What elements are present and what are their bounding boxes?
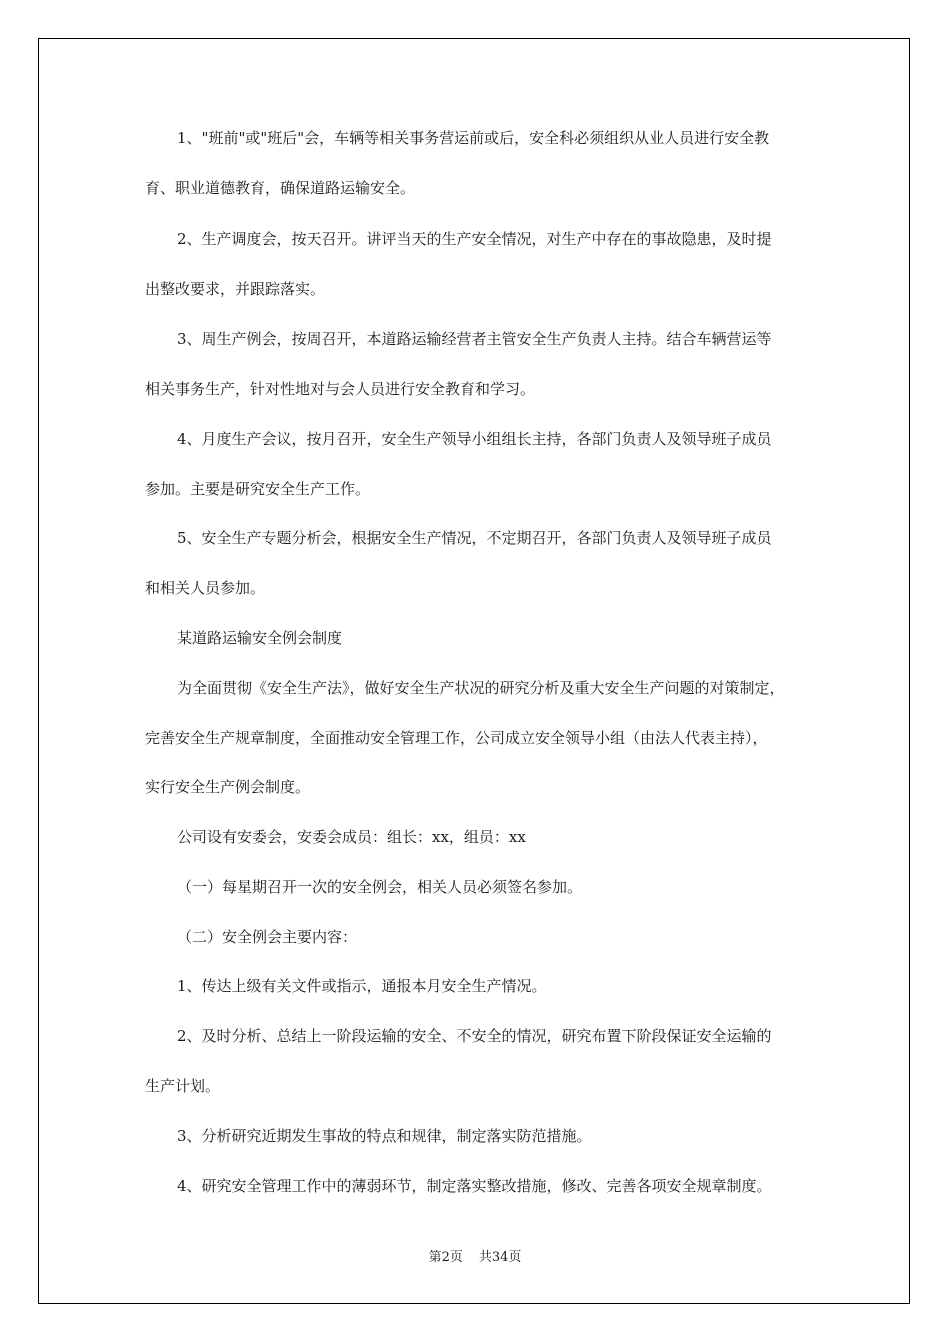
paragraph-line: （二）安全例会主要内容： — [177, 928, 358, 946]
paragraph-line: 为全面贯彻《安全生产法》，做好安全生产状况的研究分析及重大安全生产问题的对策制定， — [177, 679, 785, 697]
paragraph-line: 2、及时分析、总结上一阶段运输的安全、不安全的情况，研究布置下阶段保证安全运输的 — [177, 1027, 772, 1045]
page-footer — [0, 1249, 950, 1267]
paragraph-line: （一）每星期召开一次的安全例会，相关人员必须签名参加。 — [177, 878, 583, 896]
page-border — [38, 38, 910, 1304]
paragraph-line: 实行安全生产例会制度。 — [145, 778, 311, 796]
section-title: 某道路运输安全例会制度 — [177, 629, 343, 647]
paragraph-line: 3、周生产例会，按周召开，本道路运输经营者主管安全生产负责人主持。结合车辆营运等 — [177, 330, 772, 348]
paragraph-line: 相关事务生产，针对性地对与会人员进行安全教育和学习。 — [145, 380, 536, 398]
paragraph-line: 生产计划。 — [145, 1077, 221, 1095]
paragraph-line: 4、研究安全管理工作中的薄弱环节，制定落实整改措施，修改、完善各项安全规章制度。 — [177, 1177, 772, 1195]
paragraph-line: 公司设有安委会，安委会成员：组长：xx，组员：xx — [177, 828, 526, 846]
paragraph-line: 4、月度生产会议，按月召开，安全生产领导小组组长主持，各部门负责人及领导班子成员 — [177, 430, 772, 448]
paragraph-line: 出整改要求，并跟踪落实。 — [145, 280, 326, 298]
page-total: 共34页 — [478, 1250, 522, 1265]
paragraph-line: 2、生产调度会，按天召开。讲评当天的生产安全情况，对生产中存在的事故隐患，及时提 — [177, 230, 772, 248]
page-number: 第2页 — [428, 1250, 463, 1265]
paragraph-line: 1、"班前"或"班后"会，车辆等相关事务营运前或后，安全科必须组织从业人员进行安全教 — [177, 129, 770, 147]
paragraph-line: 3、分析研究近期发生事故的特点和规律，制定落实防范措施。 — [177, 1127, 592, 1145]
paragraph-line: 5、安全生产专题分析会，根据安全生产情况，不定期召开，各部门负责人及领导班子成员 — [177, 529, 772, 547]
paragraph-line: 和相关人员参加。 — [145, 579, 266, 597]
paragraph-line: 完善安全生产规章制度，全面推动安全管理工作，公司成立安全领导小组（由法人代表主持）， — [145, 729, 768, 747]
paragraph-line: 育、职业道德教育，确保道路运输安全。 — [145, 179, 416, 197]
paragraph-line: 1、传达上级有关文件或指示，通报本月安全生产情况。 — [177, 977, 547, 995]
paragraph-line: 参加。主要是研究安全生产工作。 — [145, 480, 371, 498]
